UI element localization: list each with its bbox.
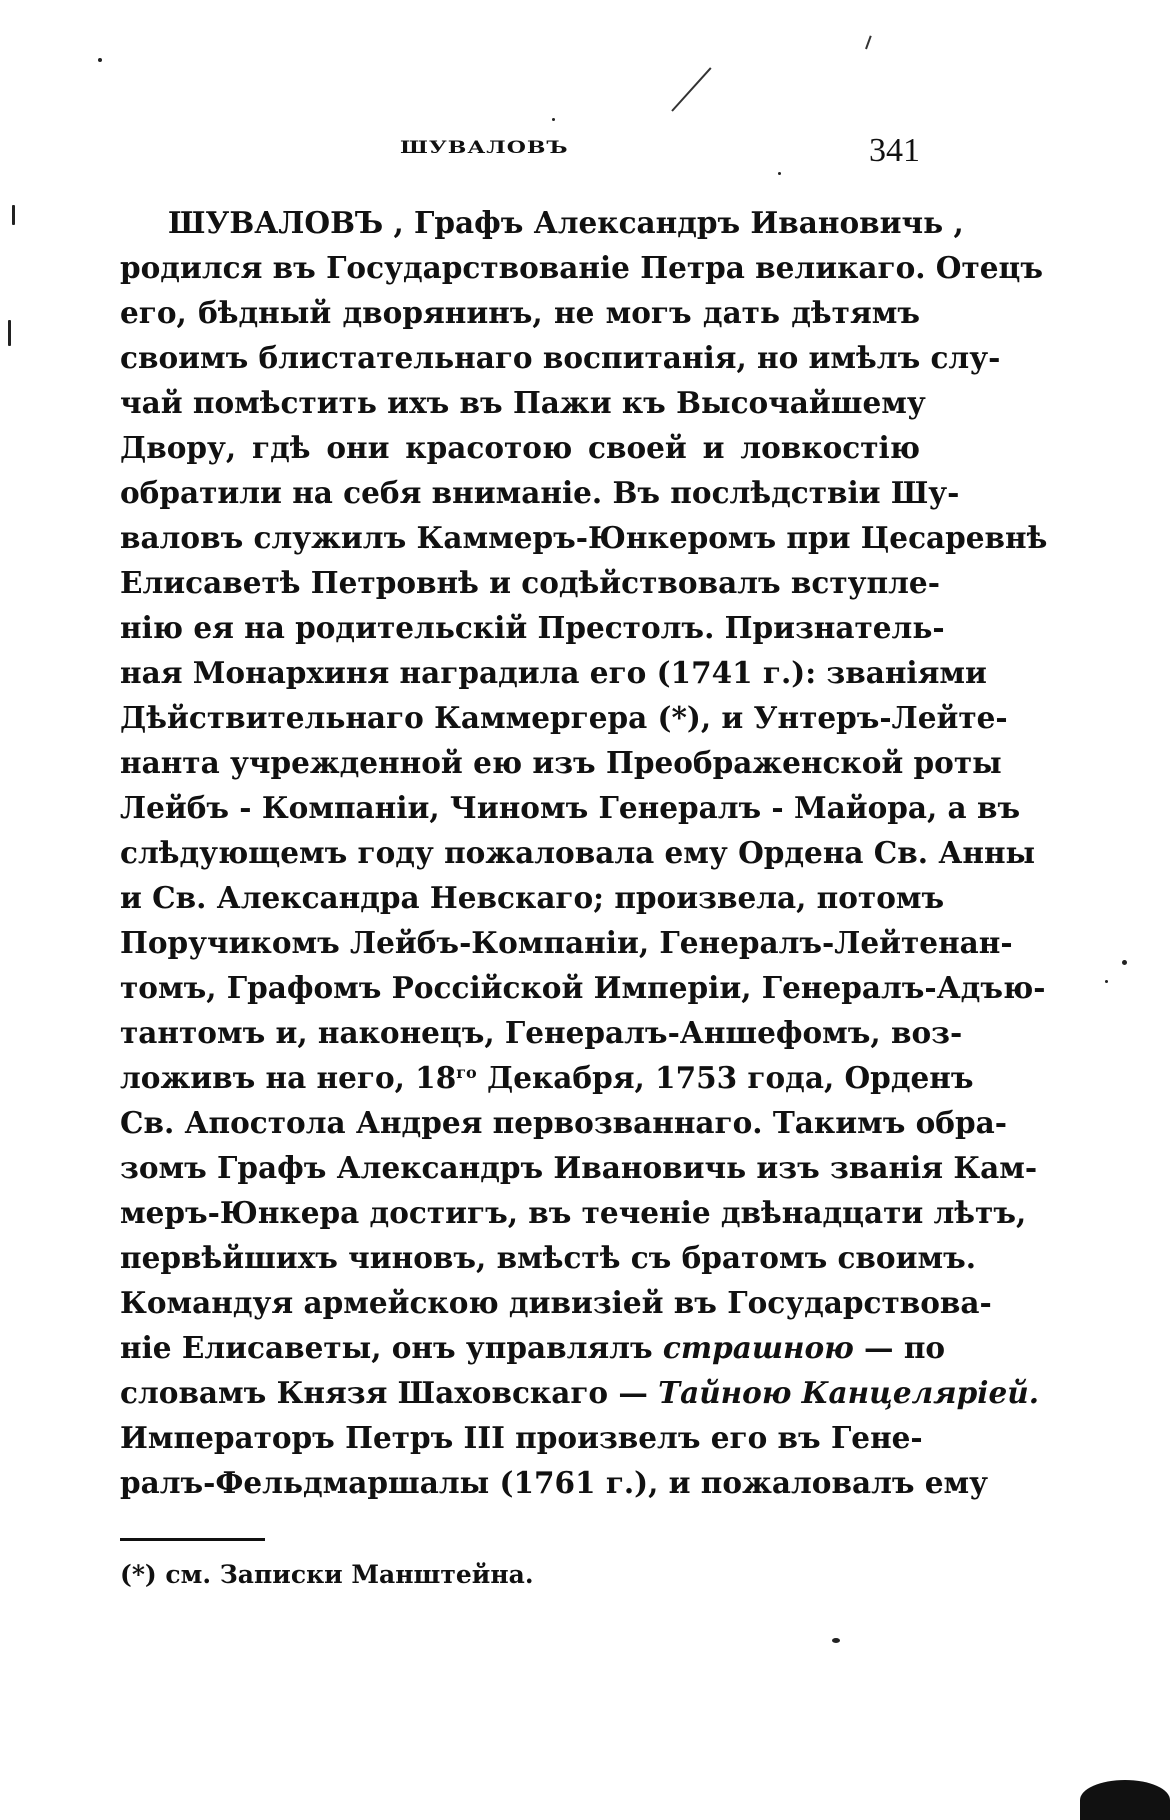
text-line: обратили на себя вниманіе. Въ послѣдствіи Шу- (120, 475, 960, 510)
text-line: ШУВАЛОВЪ , Графъ Александръ Ивановичь , (168, 205, 964, 240)
scan-speck (832, 1638, 840, 1643)
scan-mark (865, 36, 872, 50)
text-line (120, 1055, 974, 1100)
text-line: первѣйшихъ чиновъ, вмѣстѣ съ братомъ своимъ. (120, 1240, 977, 1275)
text-fragment: Декабря, 1753 года, Орденъ (476, 1060, 974, 1095)
scan-speck (8, 320, 11, 346)
text-line (120, 1325, 946, 1370)
text-line: Поручикомъ Лейбъ-Компаніи, Генералъ-Лейтенан- (120, 925, 1013, 960)
scan-speck (552, 118, 555, 121)
body-text (120, 200, 1048, 1505)
running-head (120, 132, 920, 172)
scan-speck (778, 172, 781, 175)
scan-mark (671, 67, 711, 111)
text-line: его, бѣдный дворянинъ, не могъ дать дѣтямъ (120, 295, 920, 330)
footnote-rule (120, 1538, 265, 1541)
page-number: 341 (869, 132, 920, 169)
text-line: Елисаветѣ Петровнѣ и содѣйствовалъ вступле- (120, 565, 940, 600)
text-line: валовъ служилъ Каммеръ-Юнкеромъ при Цесаревнѣ (120, 520, 1048, 555)
text-line (120, 1370, 1039, 1415)
text-line: чай помѣстить ихъ въ Пажи къ Высочайшему (120, 385, 926, 420)
running-title: ШУВАЛОВЪ (400, 138, 569, 158)
text-line: Командуя армейскою дивизіей въ Государствова- (120, 1285, 992, 1320)
text-line: Императоръ Петръ III произвелъ его въ Гене- (120, 1420, 923, 1455)
scan-blot (1080, 1780, 1170, 1820)
text-line: Дѣйствительнаго Каммергера (*), и Унтеръ-Лейте- (120, 700, 1008, 735)
footnote: (*) см. Записки Манштейна. (120, 1560, 534, 1589)
scan-speck (1105, 980, 1108, 983)
text-fragment: — по (853, 1330, 946, 1365)
text-line: тантомъ и, наконецъ, Генералъ-Аншефомъ, воз- (120, 1015, 963, 1050)
text-line: родился въ Государствованіе Петра великаго. Отецъ (120, 250, 1043, 285)
scan-speck (12, 205, 15, 225)
text-line: Св. Апостола Андрея первозваннаго. Такимъ обра- (120, 1105, 1007, 1140)
text-fragment: словамъ Князя Шаховскаго — (120, 1375, 659, 1410)
text-line: своимъ блистательнаго воспитанія, но имѣлъ слу- (120, 340, 1001, 375)
text-line: Лейбъ - Компаніи, Чиномъ Генералъ - Майора, а въ (120, 790, 1021, 825)
scan-speck (1122, 960, 1127, 965)
text-line: и Св. Александра Невскаго; произвела, потомъ (120, 880, 945, 915)
ordinal-superscript: го (456, 1063, 477, 1082)
text-fragment: ложивъ на него, 18 (120, 1060, 457, 1095)
text-line: зомъ Графъ Александръ Ивановичь изъ званія Кам- (120, 1150, 1038, 1185)
text-line: меръ-Юнкера достигъ, въ теченіе двѣнадцати лѣтъ, (120, 1195, 1027, 1230)
text-line: нію ея на родительскій Престолъ. Признатель- (120, 610, 945, 645)
text-line: нанта учрежденной ею изъ Преображенской роты (120, 745, 1002, 780)
text-line: ная Монархиня наградила его (1741 г.): званіями (120, 655, 987, 690)
text-line: томъ, Графомъ Россійской Имперіи, Генералъ-Адъю- (120, 970, 1046, 1005)
scan-speck (98, 58, 102, 62)
text-line: слѣдующемъ году пожаловала ему Ордена Св. Анны (120, 835, 1036, 870)
text-line: Двору, гдѣ они красотою своей и ловкостію (120, 430, 920, 465)
italic-text: страшною (662, 1330, 854, 1365)
text-fragment: ніе Елисаветы, онъ управлялъ (120, 1330, 663, 1365)
text-line: ралъ-Фельдмаршалы (1761 г.), и пожаловалъ ему (120, 1465, 989, 1500)
italic-text: Тайною Канцеляріей. (658, 1375, 1039, 1410)
